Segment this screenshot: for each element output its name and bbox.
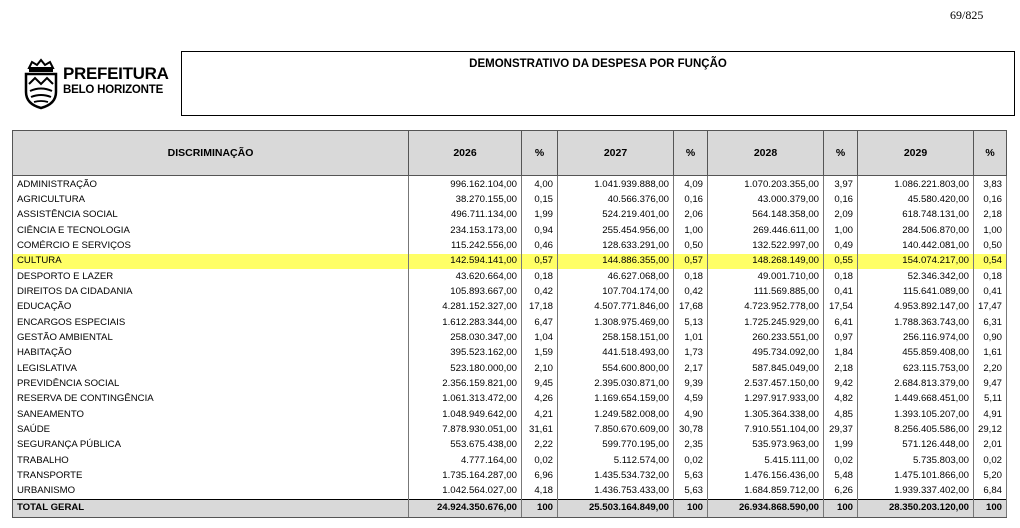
total-pct-2026: 100 (522, 499, 558, 517)
pct-2026: 2,10 (522, 361, 558, 376)
pct-2026: 1,99 (522, 208, 558, 223)
pct-2029: 2,01 (974, 438, 1007, 453)
table-row (13, 376, 1007, 391)
value-2026: 7.878.930.051,00 (409, 422, 522, 437)
value-2029: 1.788.363.743,00 (858, 315, 974, 330)
value-2026: 4.281.152.327,00 (409, 300, 522, 315)
value-2026: 142.594.141,00 (409, 254, 522, 269)
value-2029: 8.256.405.586,00 (858, 422, 974, 437)
value-2029: 571.126.448,00 (858, 438, 974, 453)
value-2028: 7.910.551.104,00 (708, 422, 824, 437)
value-2029: 1.475.101.866,00 (858, 468, 974, 483)
function-name: COMÉRCIO E SERVIÇOS (13, 238, 409, 253)
value-2026: 258.030.347,00 (409, 330, 522, 345)
function-name: SANEAMENTO (13, 407, 409, 422)
value-2028: 564.148.358,00 (708, 208, 824, 223)
pct-2026: 6,47 (522, 315, 558, 330)
total-2028: 26.934.868.590,00 (708, 499, 824, 517)
pct-2028: 6,41 (824, 315, 858, 330)
function-name: URBANISMO (13, 484, 409, 500)
pct-2029: 2,20 (974, 361, 1007, 376)
total-2026: 24.924.350.676,00 (409, 499, 522, 517)
pct-2029: 6,84 (974, 484, 1007, 500)
value-2027: 258.158.151,00 (558, 330, 674, 345)
table-row (13, 407, 1007, 422)
pct-2026: 4,21 (522, 407, 558, 422)
value-2028: 111.569.885,00 (708, 284, 824, 299)
total-2029: 28.350.203.120,00 (858, 499, 974, 517)
value-2029: 140.442.081,00 (858, 238, 974, 253)
pct-2029: 3,83 (974, 176, 1007, 193)
value-2028: 260.233.551,00 (708, 330, 824, 345)
value-2027: 1.169.654.159,00 (558, 392, 674, 407)
pct-2027: 0,18 (674, 269, 708, 284)
pct-2029: 2,18 (974, 208, 1007, 223)
pct-2029: 29,12 (974, 422, 1007, 437)
logo-line1: PREFEITURA (63, 64, 169, 83)
table-row (13, 392, 1007, 407)
value-2027: 107.704.174,00 (558, 284, 674, 299)
pct-2026: 4,18 (522, 484, 558, 500)
value-2029: 618.748.131,00 (858, 208, 974, 223)
header-pct-2028: % (824, 131, 858, 176)
value-2027: 128.633.291,00 (558, 238, 674, 253)
pct-2026: 0,94 (522, 223, 558, 238)
value-2029: 455.859.408,00 (858, 346, 974, 361)
total-pct-2027: 100 (674, 499, 708, 517)
pct-2029: 0,02 (974, 453, 1007, 468)
value-2026: 2.356.159.821,00 (409, 376, 522, 391)
value-2029: 1.086.221.803,00 (858, 176, 974, 193)
pct-2027: 4,90 (674, 407, 708, 422)
table-row (13, 176, 1007, 193)
pct-2028: 2,09 (824, 208, 858, 223)
pct-2026: 9,45 (522, 376, 558, 391)
value-2029: 1.939.337.402,00 (858, 484, 974, 500)
value-2026: 395.523.162,00 (409, 346, 522, 361)
table-row (13, 192, 1007, 207)
value-2029: 4.953.892.147,00 (858, 300, 974, 315)
total-2027: 25.503.164.849,00 (558, 499, 674, 517)
function-name: EDUCAÇÃO (13, 300, 409, 315)
table-row (13, 468, 1007, 483)
function-name: HABITAÇÃO (13, 346, 409, 361)
pct-2028: 0,18 (824, 269, 858, 284)
pct-2027: 4,59 (674, 392, 708, 407)
pct-2027: 0,42 (674, 284, 708, 299)
pct-2027: 1,73 (674, 346, 708, 361)
table-row (13, 422, 1007, 437)
value-2027: 1.435.534.732,00 (558, 468, 674, 483)
pct-2026: 0,57 (522, 254, 558, 269)
value-2027: 7.850.670.609,00 (558, 422, 674, 437)
header-pct-2027: % (674, 131, 708, 176)
pct-2027: 5,63 (674, 484, 708, 500)
pct-2028: 0,16 (824, 192, 858, 207)
value-2028: 495.734.092,00 (708, 346, 824, 361)
pct-2027: 0,16 (674, 192, 708, 207)
title-box (181, 51, 1015, 116)
function-name: GESTÃO AMBIENTAL (13, 330, 409, 345)
value-2028: 4.723.952.778,00 (708, 300, 824, 315)
table-row (13, 300, 1007, 315)
pct-2029: 17,47 (974, 300, 1007, 315)
total-pct-2029: 100 (974, 499, 1007, 517)
value-2029: 1.393.105.207,00 (858, 407, 974, 422)
pct-2027: 0,50 (674, 238, 708, 253)
pct-2028: 0,49 (824, 238, 858, 253)
value-2027: 599.770.195,00 (558, 438, 674, 453)
value-2026: 234.153.173,00 (409, 223, 522, 238)
pct-2028: 1,84 (824, 346, 858, 361)
table-row (13, 361, 1007, 376)
function-name: AGRICULTURA (13, 192, 409, 207)
pct-2029: 0,16 (974, 192, 1007, 207)
value-2027: 2.395.030.871,00 (558, 376, 674, 391)
pct-2027: 2,06 (674, 208, 708, 223)
value-2029: 1.449.668.451,00 (858, 392, 974, 407)
pct-2028: 4,82 (824, 392, 858, 407)
pct-2028: 4,85 (824, 407, 858, 422)
value-2026: 523.180.000,00 (409, 361, 522, 376)
pct-2026: 0,02 (522, 453, 558, 468)
pct-2027: 30,78 (674, 422, 708, 437)
pct-2028: 6,26 (824, 484, 858, 500)
header-2028: 2028 (708, 131, 824, 176)
pct-2028: 1,99 (824, 438, 858, 453)
pct-2029: 9,47 (974, 376, 1007, 391)
pct-2027: 5,63 (674, 468, 708, 483)
value-2028: 2.537.457.150,00 (708, 376, 824, 391)
value-2027: 1.041.939.888,00 (558, 176, 674, 193)
pct-2026: 1,04 (522, 330, 558, 345)
function-name: RESERVA DE CONTINGÊNCIA (13, 392, 409, 407)
value-2026: 43.620.664,00 (409, 269, 522, 284)
pct-2026: 31,61 (522, 422, 558, 437)
value-2026: 1.061.313.472,00 (409, 392, 522, 407)
function-name: SAÚDE (13, 422, 409, 437)
pct-2028: 0,97 (824, 330, 858, 345)
value-2028: 1.070.203.355,00 (708, 176, 824, 193)
expense-table (12, 130, 1007, 518)
pct-2027: 0,02 (674, 453, 708, 468)
pct-2029: 6,31 (974, 315, 1007, 330)
value-2026: 1.612.283.344,00 (409, 315, 522, 330)
table-body (13, 176, 1007, 500)
coat-of-arms-icon (20, 58, 62, 112)
pct-2027: 17,68 (674, 300, 708, 315)
value-2029: 5.735.803,00 (858, 453, 974, 468)
value-2026: 553.675.438,00 (409, 438, 522, 453)
value-2028: 1.476.156.436,00 (708, 468, 824, 483)
value-2029: 154.074.217,00 (858, 254, 974, 269)
value-2026: 38.270.155,00 (409, 192, 522, 207)
pct-2026: 6,96 (522, 468, 558, 483)
header-pct-2029: % (974, 131, 1007, 176)
value-2028: 43.000.379,00 (708, 192, 824, 207)
table-row (13, 223, 1007, 238)
table-row (13, 315, 1007, 330)
value-2029: 45.580.420,00 (858, 192, 974, 207)
pct-2029: 5,20 (974, 468, 1007, 483)
report-title: DEMONSTRATIVO DA DESPESA POR FUNÇÃO (469, 58, 727, 70)
header-2026: 2026 (409, 131, 522, 176)
value-2026: 996.162.104,00 (409, 176, 522, 193)
value-2027: 5.112.574,00 (558, 453, 674, 468)
pct-2029: 1,00 (974, 223, 1007, 238)
header-2027: 2027 (558, 131, 674, 176)
total-label: TOTAL GERAL (13, 499, 409, 517)
page-number: 69/825 (950, 8, 984, 22)
pct-2026: 0,15 (522, 192, 558, 207)
value-2029: 52.346.342,00 (858, 269, 974, 284)
value-2029: 284.506.870,00 (858, 223, 974, 238)
function-name: DESPORTO E LAZER (13, 269, 409, 284)
value-2027: 255.454.956,00 (558, 223, 674, 238)
pct-2028: 0,02 (824, 453, 858, 468)
value-2028: 269.446.611,00 (708, 223, 824, 238)
pct-2026: 4,00 (522, 176, 558, 193)
pct-2029: 5,11 (974, 392, 1007, 407)
value-2029: 623.115.753,00 (858, 361, 974, 376)
pct-2028: 1,00 (824, 223, 858, 238)
value-2028: 587.845.049,00 (708, 361, 824, 376)
pct-2029: 4,91 (974, 407, 1007, 422)
pct-2028: 5,48 (824, 468, 858, 483)
value-2027: 554.600.800,00 (558, 361, 674, 376)
value-2027: 1.249.582.008,00 (558, 407, 674, 422)
header-row (13, 131, 1007, 176)
value-2029: 115.641.089,00 (858, 284, 974, 299)
prefeitura-logo (20, 58, 169, 112)
table-row (13, 330, 1007, 345)
value-2026: 115.242.556,00 (409, 238, 522, 253)
value-2028: 132.522.997,00 (708, 238, 824, 253)
header-2029: 2029 (858, 131, 974, 176)
value-2027: 1.308.975.469,00 (558, 315, 674, 330)
function-name: PREVIDÊNCIA SOCIAL (13, 376, 409, 391)
value-2028: 1.684.859.712,00 (708, 484, 824, 500)
logo-line2: BELO HORIZONTE (63, 84, 164, 96)
value-2029: 256.116.974,00 (858, 330, 974, 345)
value-2027: 4.507.771.846,00 (558, 300, 674, 315)
table-row (13, 346, 1007, 361)
value-2027: 441.518.493,00 (558, 346, 674, 361)
value-2027: 46.627.068,00 (558, 269, 674, 284)
value-2028: 535.973.963,00 (708, 438, 824, 453)
pct-2029: 0,90 (974, 330, 1007, 345)
pct-2028: 0,55 (824, 254, 858, 269)
table-row (13, 453, 1007, 468)
pct-2026: 2,22 (522, 438, 558, 453)
table-row (13, 284, 1007, 299)
table-row (13, 238, 1007, 253)
value-2026: 1.735.164.287,00 (409, 468, 522, 483)
pct-2029: 0,50 (974, 238, 1007, 253)
pct-2028: 17,54 (824, 300, 858, 315)
value-2027: 524.219.401,00 (558, 208, 674, 223)
function-name: CULTURA (13, 254, 409, 269)
value-2026: 4.777.164,00 (409, 453, 522, 468)
table-row (13, 484, 1007, 500)
function-name: CIÊNCIA E TECNOLOGIA (13, 223, 409, 238)
value-2026: 1.042.564.027,00 (409, 484, 522, 500)
pct-2028: 29,37 (824, 422, 858, 437)
function-name: TRABALHO (13, 453, 409, 468)
table-row (13, 269, 1007, 284)
value-2028: 49.001.710,00 (708, 269, 824, 284)
function-name: ENCARGOS ESPECIAIS (13, 315, 409, 330)
table-row (13, 254, 1007, 269)
pct-2026: 0,18 (522, 269, 558, 284)
value-2027: 40.566.376,00 (558, 192, 674, 207)
pct-2028: 9,42 (824, 376, 858, 391)
value-2027: 1.436.753.433,00 (558, 484, 674, 500)
total-row (13, 499, 1007, 517)
pct-2027: 2,17 (674, 361, 708, 376)
value-2026: 496.711.134,00 (409, 208, 522, 223)
pct-2028: 2,18 (824, 361, 858, 376)
pct-2029: 0,54 (974, 254, 1007, 269)
header-discriminacao: DISCRIMINAÇÃO (13, 131, 409, 176)
pct-2026: 0,42 (522, 284, 558, 299)
value-2028: 5.415.111,00 (708, 453, 824, 468)
pct-2027: 1,00 (674, 223, 708, 238)
pct-2027: 4,09 (674, 176, 708, 193)
pct-2028: 0,41 (824, 284, 858, 299)
table-row (13, 208, 1007, 223)
pct-2026: 0,46 (522, 238, 558, 253)
value-2028: 1.297.917.933,00 (708, 392, 824, 407)
value-2028: 1.725.245.929,00 (708, 315, 824, 330)
function-name: TRANSPORTE (13, 468, 409, 483)
function-name: ADMINISTRAÇÃO (13, 176, 409, 193)
pct-2029: 1,61 (974, 346, 1007, 361)
pct-2029: 0,41 (974, 284, 1007, 299)
pct-2027: 0,57 (674, 254, 708, 269)
function-name: ASSISTÊNCIA SOCIAL (13, 208, 409, 223)
pct-2027: 9,39 (674, 376, 708, 391)
value-2026: 105.893.667,00 (409, 284, 522, 299)
pct-2026: 17,18 (522, 300, 558, 315)
pct-2029: 0,18 (974, 269, 1007, 284)
function-name: SEGURANÇA PÚBLICA (13, 438, 409, 453)
total-pct-2028: 100 (824, 499, 858, 517)
pct-2026: 4,26 (522, 392, 558, 407)
value-2029: 2.684.813.379,00 (858, 376, 974, 391)
value-2028: 1.305.364.338,00 (708, 407, 824, 422)
value-2028: 148.268.149,00 (708, 254, 824, 269)
function-name: DIREITOS DA CIDADANIA (13, 284, 409, 299)
value-2027: 144.886.355,00 (558, 254, 674, 269)
pct-2028: 3,97 (824, 176, 858, 193)
pct-2027: 5,13 (674, 315, 708, 330)
pct-2027: 2,35 (674, 438, 708, 453)
table-row (13, 438, 1007, 453)
header-pct-2026: % (522, 131, 558, 176)
pct-2027: 1,01 (674, 330, 708, 345)
pct-2026: 1,59 (522, 346, 558, 361)
function-name: LEGISLATIVA (13, 361, 409, 376)
value-2026: 1.048.949.642,00 (409, 407, 522, 422)
